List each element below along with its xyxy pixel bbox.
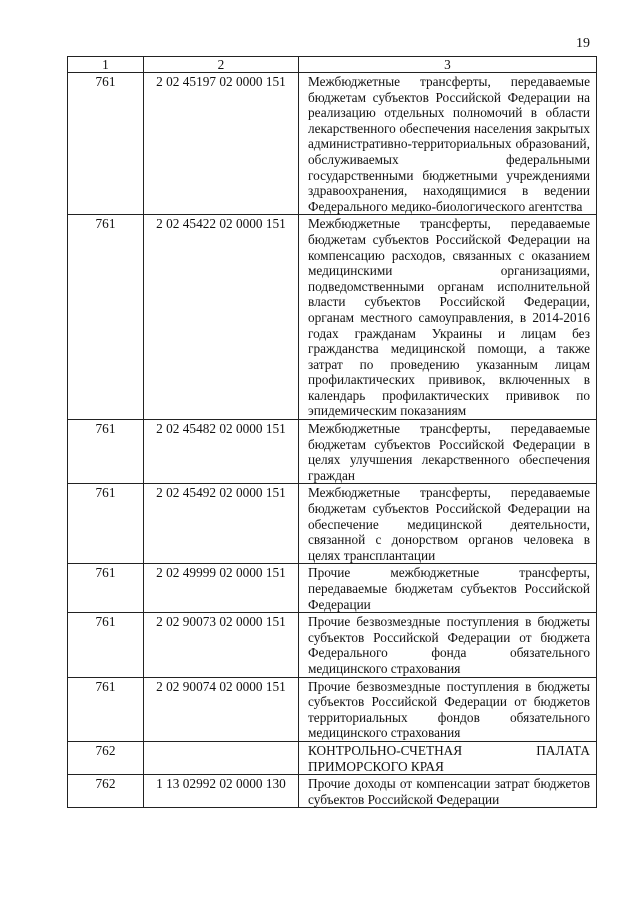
page-number: 19 [576, 36, 590, 51]
description-cell: Прочие межбюджетные трансферты, передаваемые бюджетам субъектов Российской Федерации [299, 564, 597, 613]
kbk-code-cell: 2 02 45482 02 0000 151 [144, 420, 299, 484]
description-cell: Межбюджетные трансферты, передаваемые бюджетам субъектов Российской Федерации в целях улучшения лекарственного обеспечения граждан [299, 420, 597, 484]
description-cell: Межбюджетные трансферты, передаваемые бюджетам субъектов Российской Федерации на компенсацию расходов, связанных с оказанием медицинскими организациями, подведомственными органам исполнительной власти субъектов Российской Федерации, органам местного самоуправления, в 2014-2016 годах гражданам Украины и лицам без гражданства медицинской помощи, а также затрат по проведению указанным лицам профилактических прививок, включенных в календарь профилактических прививок по эпидемическим показаниям [299, 215, 597, 420]
description-cell: Прочие безвозмездные поступления в бюджеты субъектов Российской Федерации от бюджета Федерального фонда обязательного медицинского страхования [299, 613, 597, 677]
kbk-code-cell: 2 02 49999 02 0000 151 [144, 564, 299, 613]
kbk-code-cell: 2 02 45422 02 0000 151 [144, 215, 299, 420]
table-row [68, 741, 597, 774]
admin-code-cell: 761 [68, 420, 144, 484]
admin-code-cell: 761 [68, 484, 144, 564]
table-header-row [68, 57, 597, 73]
admin-code-cell: 761 [68, 677, 144, 741]
column-header-2: 2 [144, 57, 299, 73]
description-cell: Прочие доходы от компенсации затрат бюджетов субъектов Российской Федерации [299, 775, 597, 808]
admin-code-cell: 761 [68, 613, 144, 677]
kbk-code-cell [144, 741, 299, 774]
table-row [68, 564, 597, 613]
table-row [68, 613, 597, 677]
column-header-1: 1 [68, 57, 144, 73]
table-row [68, 420, 597, 484]
description-cell: Межбюджетные трансферты, передаваемые бюджетам субъектов Российской Федерации на обеспечение медицинской деятельности, связанной с донорством органов человека в целях трансплантации [299, 484, 597, 564]
table-row [68, 484, 597, 564]
kbk-code-cell: 2 02 45197 02 0000 151 [144, 73, 299, 215]
kbk-code-cell: 2 02 90073 02 0000 151 [144, 613, 299, 677]
table-row [68, 73, 597, 215]
kbk-code-cell: 2 02 45492 02 0000 151 [144, 484, 299, 564]
kbk-code-cell: 2 02 90074 02 0000 151 [144, 677, 299, 741]
admin-code-cell: 761 [68, 215, 144, 420]
column-header-3: 3 [299, 57, 597, 73]
table-row [68, 215, 597, 420]
admin-code-cell: 761 [68, 73, 144, 215]
revenue-codes-table [67, 56, 597, 808]
description-cell: Межбюджетные трансферты, передаваемые бюджетам субъектов Российской Федерации на реализацию отдельных полномочий в области лекарственного обеспечения населения закрытых административно-территориальных образований, обслуживаемых федеральными государственными бюджетными учреждениями здравоохранения, находящимися в ведении Федерального медико-биологического агентства [299, 73, 597, 215]
admin-code-cell: 762 [68, 741, 144, 774]
admin-code-cell: 762 [68, 775, 144, 808]
admin-code-cell: 761 [68, 564, 144, 613]
kbk-code-cell: 1 13 02992 02 0000 130 [144, 775, 299, 808]
description-cell: КОНТРОЛЬНО-СЧЕТНАЯ ПАЛАТА ПРИМОРСКОГО КРАЯ [299, 741, 597, 774]
table-row [68, 677, 597, 741]
table-row [68, 775, 597, 808]
description-cell: Прочие безвозмездные поступления в бюджеты субъектов Российской Федерации от бюджетов территориальных фондов обязательного медицинского страхования [299, 677, 597, 741]
